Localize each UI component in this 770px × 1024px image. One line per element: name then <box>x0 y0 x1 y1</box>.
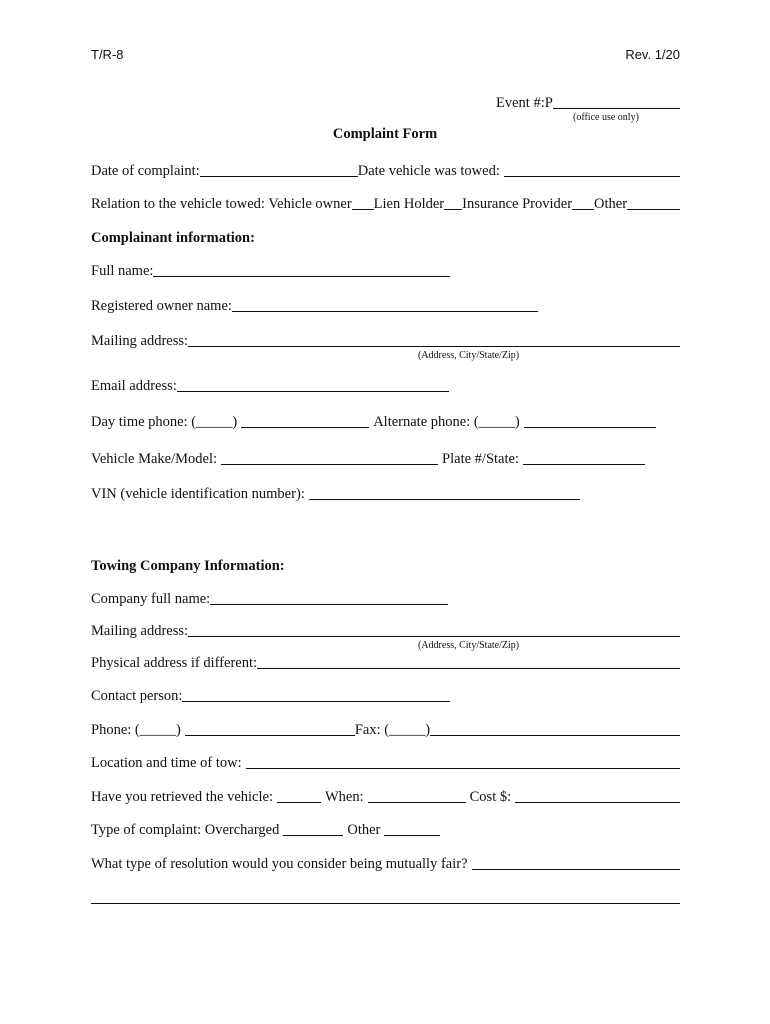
alt-phone-label: Alternate phone: (_____) <box>373 414 520 430</box>
company-name-field[interactable] <box>210 590 448 605</box>
alt-phone-field[interactable] <box>524 413 656 428</box>
relation-insurance-label: Insurance Provider <box>462 196 573 212</box>
contact-row <box>91 685 680 705</box>
full-name-field[interactable] <box>153 262 450 277</box>
relation-owner-label: Relation to the vehicle towed: Vehicle owner <box>91 196 352 212</box>
form-code: T/R-8 <box>91 47 124 62</box>
overcharged-label: Type of complaint: Overcharged <box>91 822 280 838</box>
physical-address-row <box>91 652 680 672</box>
when-label: When: <box>324 789 364 805</box>
resolution-row <box>91 853 680 873</box>
complainant-mailing-field[interactable] <box>188 332 680 347</box>
complainant-mailing-label: Mailing address: <box>91 333 189 349</box>
full-name-row <box>91 260 680 280</box>
event-number-field[interactable] <box>553 94 680 109</box>
towing-address-note: (Address, City/State/Zip) <box>418 640 520 651</box>
email-row <box>91 375 680 395</box>
vin-field[interactable] <box>309 485 580 500</box>
retrieved-row <box>91 786 680 806</box>
event-number-row <box>496 92 680 112</box>
date-towed-label: Date vehicle was towed: <box>357 163 500 179</box>
towing-heading-text: Towing Company Information: <box>91 558 285 574</box>
complainant-address-note: (Address, City/State/Zip) <box>418 350 520 361</box>
date-towed-field[interactable] <box>504 162 680 177</box>
resolution-label: What type of resolution would you consider being mutually fair? <box>91 856 468 872</box>
contact-field[interactable] <box>182 687 450 702</box>
company-name-row <box>91 588 680 608</box>
phones-row <box>91 411 680 431</box>
registered-owner-row <box>91 295 680 315</box>
location-time-label: Location and time of tow: <box>91 755 242 771</box>
form-title: Complaint Form <box>332 126 438 142</box>
plate-field[interactable] <box>523 450 645 465</box>
phone-fax-row <box>91 719 680 739</box>
full-name-label: Full name: <box>91 263 154 279</box>
retrieved-label: Have you retrieved the vehicle: <box>91 789 273 805</box>
relation-insurance-field[interactable] <box>572 195 594 210</box>
resolution-continued-row <box>91 887 680 907</box>
contact-label: Contact person: <box>91 688 183 704</box>
complainant-heading <box>91 227 680 247</box>
vehicle-row <box>91 448 680 468</box>
towing-mailing-label: Mailing address: <box>91 623 189 639</box>
physical-address-label: Physical address if different: <box>91 655 258 671</box>
cost-label: Cost $: <box>469 789 512 805</box>
location-time-field[interactable] <box>246 754 680 769</box>
complainant-mailing-row <box>91 330 680 350</box>
date-of-complaint-field[interactable] <box>200 162 358 177</box>
complaint-other-field[interactable] <box>384 821 440 836</box>
make-model-label: Vehicle Make/Model: <box>91 451 218 467</box>
relation-row <box>91 193 680 213</box>
registered-owner-field[interactable] <box>232 297 538 312</box>
relation-lien-field[interactable] <box>444 195 462 210</box>
vin-label: VIN (vehicle identification number): <box>91 486 305 502</box>
fax-field[interactable] <box>430 721 680 736</box>
company-name-label: Company full name: <box>91 591 211 607</box>
complaint-type-row <box>91 819 680 839</box>
towing-mailing-row <box>91 620 680 640</box>
office-use-note: (office use only) <box>573 112 639 123</box>
towing-phone-label: Phone: (_____) <box>91 722 181 738</box>
day-phone-field[interactable] <box>241 413 369 428</box>
resolution-continued-field[interactable] <box>91 889 680 904</box>
relation-owner-field[interactable] <box>352 195 374 210</box>
retrieved-field[interactable] <box>277 788 321 803</box>
complaint-other-label: Other <box>347 822 381 838</box>
relation-lien-label: Lien Holder <box>373 196 445 212</box>
location-time-row <box>91 752 680 772</box>
plate-label: Plate #/State: <box>442 451 519 467</box>
relation-other-field[interactable] <box>627 195 680 210</box>
event-number-label: Event #:P <box>496 95 553 111</box>
towing-heading <box>91 555 680 575</box>
email-field[interactable] <box>177 377 449 392</box>
make-model-field[interactable] <box>221 450 438 465</box>
overcharged-field[interactable] <box>283 821 343 836</box>
date-of-complaint-label: Date of complaint: <box>91 163 200 179</box>
resolution-field[interactable] <box>472 855 680 870</box>
towing-phone-field[interactable] <box>185 721 355 736</box>
day-phone-label: Day time phone: (_____) <box>91 414 238 430</box>
vin-row <box>91 483 680 503</box>
when-field[interactable] <box>368 788 466 803</box>
complainant-heading-text: Complainant information: <box>91 230 255 246</box>
cost-field[interactable] <box>515 788 680 803</box>
registered-owner-label: Registered owner name: <box>91 298 232 314</box>
physical-address-field[interactable] <box>257 654 680 669</box>
revision: Rev. 1/20 <box>625 47 680 62</box>
fax-label: Fax: (_____) <box>354 722 431 738</box>
relation-other-label: Other <box>594 196 628 212</box>
email-label: Email address: <box>91 378 177 394</box>
dates-row <box>91 160 680 180</box>
towing-mailing-field[interactable] <box>188 622 680 637</box>
